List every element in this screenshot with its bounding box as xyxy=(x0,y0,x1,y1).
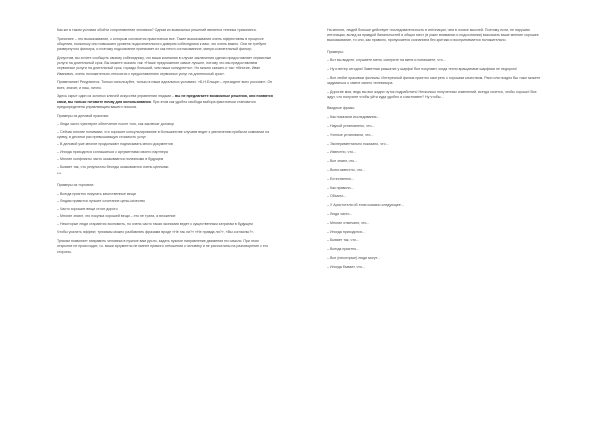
list-item: – Дорогие мои, ведь вы все жадно чуток подработать! Несколько полученных изменений, всегда хочется, чтобы хорошо! Все ждут, что получите чтобы уйти куда удобно и счастливее? Ну чтобы... xyxy=(327,90,537,100)
list-item: – Наукой установлено, что... xyxy=(327,124,375,128)
list-item: – Всегда приятно... xyxy=(327,247,359,252)
list-item: – Всегда приятно покупать качественные вещи xyxy=(57,191,136,196)
list-item: – Сейчас многие понимают, что хорошее консультирование в большинстве случаев ведет к увеличению прибыли компании на сумму, в десятки раз превышающую стоимость услуг xyxy=(57,129,270,139)
list-item: – Всем известно, что... xyxy=(327,167,366,172)
left-text-column xyxy=(57,28,275,258)
separator: *** xyxy=(57,171,62,176)
list-item: – Все знают, что... xyxy=(327,159,358,164)
list-item: – Иногда приходится соглашаться с аргументами своего партнера xyxy=(57,149,168,154)
paragraph: Примечание! Рекуряются. Только используйте, только в наши идеальных условиях. «Б.Н.Ельцин – президент всех россиян». Он всех, значит, и наш, лично. xyxy=(57,80,273,90)
list-item: – Экспериментально показано, что... xyxy=(327,141,389,146)
list-item: – Некоторые люди стараются экономить, но очень часто такая экономия ведет к существенным затратам в будущем xyxy=(57,221,253,226)
list-item: – Многие знают, что покупка хорошей вещи – это не трата, а вложение xyxy=(57,214,176,219)
bold-phrase: вы не предлагаете возможные решения, они появятся сами, вы только готовите почву для использования xyxy=(57,94,273,104)
right-page xyxy=(300,0,600,424)
list-item: – Людям нравится лучшее сочетание цены-качество xyxy=(57,199,146,204)
list-item: – Обычно... xyxy=(327,194,347,199)
paragraph: Чтобы усилить эффект, трюизмы можно разбавлять фразами вроде «Не так ли?» «Не правда ли?», «Вы согласны?». xyxy=(57,230,255,235)
list-item: – Иногда приходится... xyxy=(327,229,365,234)
paragraph-text: . При этом как удобно свобода выбора фактически становится предопределена управляющим вашего посыла. xyxy=(57,99,256,109)
section-label: Вводные фразы: xyxy=(327,106,355,111)
right-text-column xyxy=(327,28,546,274)
list-item: – Как показали исследования... xyxy=(327,115,380,120)
paragraph-text: Здесь скрыт один из золотых ключей искусства управления людьми – xyxy=(57,94,175,99)
list-item: – Бывает так, что... xyxy=(327,238,359,243)
list-item: – Бывает так, что результаты беседы оказываются очень ценными xyxy=(57,164,169,169)
list-item: – Естественно... xyxy=(327,176,355,181)
list-item: – Часто хорошие вещи стоят дорого xyxy=(57,206,118,211)
list-item: – Иногда бывает, что... xyxy=(327,264,365,269)
list-item: – Все (некоторые) люди могут... xyxy=(327,255,380,260)
paragraph: На многие, людей больше действует последовательность в интонации, чем в логике мыслей. Поэтому если, не нарушая интонации, вслед за правдой банальностей и общих мест (в узких внимании и подсознании) высказать ваше мнение хорошее высказывание, то оно, как правило, пропускается сознанием без критики и воспринимается положительно. xyxy=(327,28,539,43)
list-item: – Ученые установили, что... xyxy=(327,132,374,137)
list-item: – Многие отмечают, что... xyxy=(327,220,370,225)
section-label: Примеры из деловой практики: xyxy=(57,113,110,118)
paragraph: Допустим, вы хотите сообщить своему собеседнику, что ваша компания в случае заключения сделки предоставляет сервисные услуги на длительный срок. Вы можете сказать так: «Наше предложение самое лучшее, потому что мы предоставляем сервисные услуги на длительный срок, гораздо больший, чем наши конкуренты». Но можно сказать и так: «Многие, Иван Иванович, очень положительно относятся к предоставлению сервисных услуг на длительный срок». xyxy=(57,56,272,76)
list-item: – Как правило... xyxy=(327,185,354,190)
list-item: – Ну и ветер сегодня! Заметная разшатке у шарфа! Все покупают, когда техно вращаемые шарфики не недорого! xyxy=(327,67,518,72)
section-label: Примеры: xyxy=(327,49,344,54)
list-item: – У Аристотеля об этом сказано следующее... xyxy=(327,203,404,208)
list-item: – Многие конфликты часто оказываются полезными в будущем xyxy=(57,157,164,162)
list-item: – Люди часто... xyxy=(327,211,353,216)
paragraph: Как же в таком условии обойти сопротивление человека? Одним из возможных решений является техника тризонинга. xyxy=(57,28,257,32)
paragraph: Тризонинг – это высказывание, с которым согласятся практически все. Такие высказывания очень эффективны в процессе общения, поскольку они повышают уровень подсознательного доверия собеседника к вам, что очень важно. Они не требуют развернутого фильтра, и поэтому подсознание принимает их как нечто согласованное, минуя сознательный фильтр. xyxy=(57,36,267,52)
section-label: Примеры из торговли: xyxy=(57,183,95,188)
paragraph-highlight xyxy=(57,94,275,110)
list-item: – Все любят красивые фильмы. Интересный фильм приятно смотреть с хорошим качеством. Рано или поздно Вы тоже можете задуматься о смене своего телевизора. xyxy=(327,76,541,86)
paragraph: Трюизм позволяет направить человека в нужное вам русло, задать нужное направление движения его мысли. При этом открытие не происходит, т.к. ваши аргументы не имеют прямого отношения к человеку и не рассчитаны на разговорение с его стороны. xyxy=(57,239,269,254)
list-item: – Вот вы видите, слушаете меня, смотрите на меня и понимаете, что... xyxy=(327,58,446,63)
list-item: – Люди часто чувствуют облегчение после того, как заключат договор xyxy=(57,122,174,127)
list-item: – В деловой уже многие продолжают подписывать много документов xyxy=(57,142,173,147)
list-item: – Известно, что... xyxy=(327,150,356,155)
